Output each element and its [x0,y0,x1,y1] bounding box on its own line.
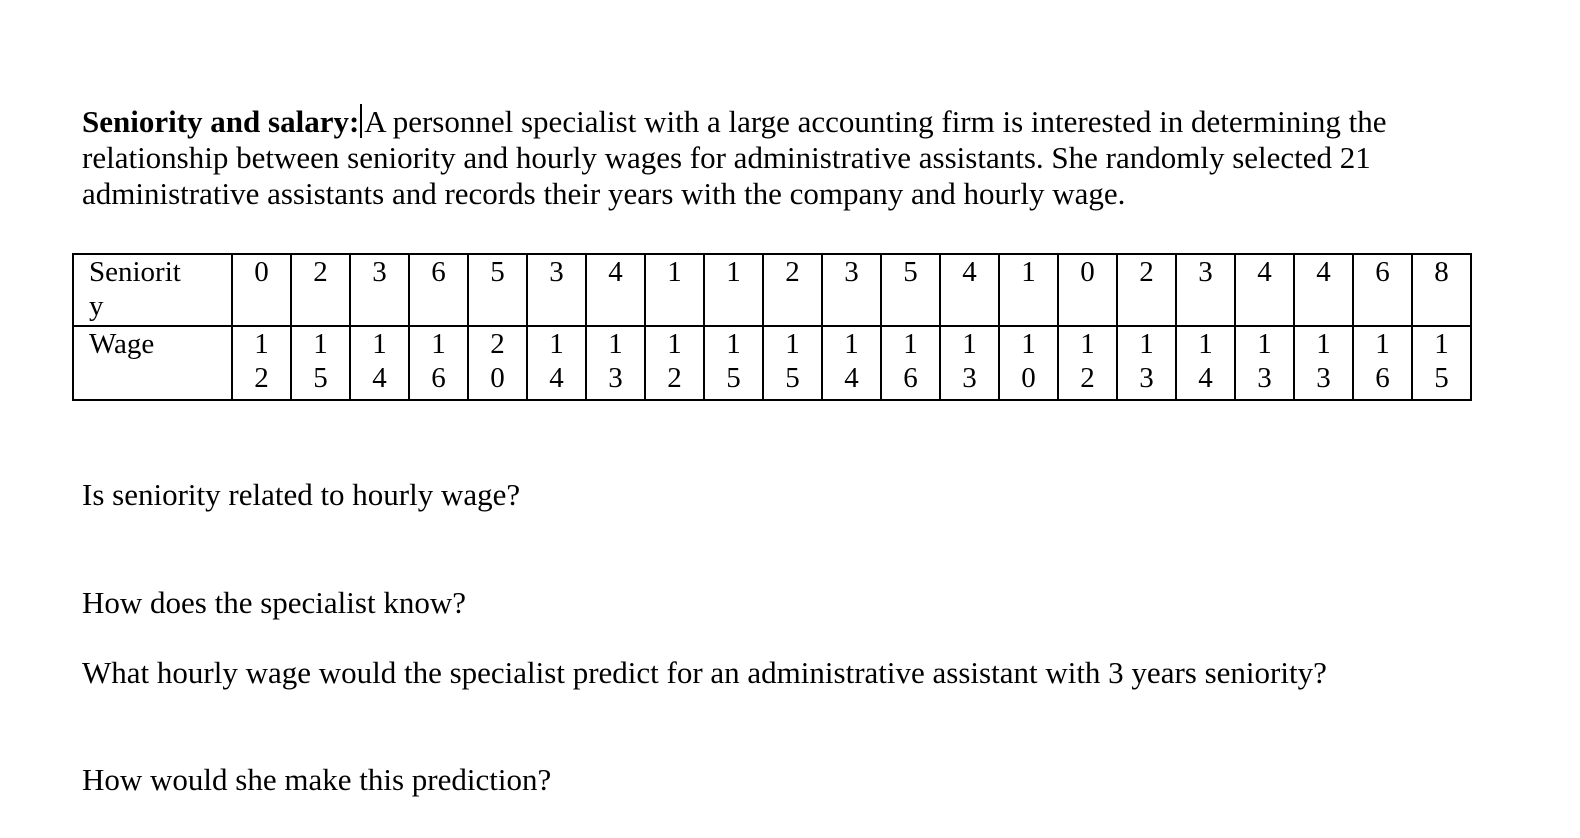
seniority-cell: 3 [527,254,586,326]
seniority-label: Seniority [89,256,181,322]
intro-bold-lead: Seniority and salary: [82,104,360,139]
seniority-wage-table [72,253,1472,401]
wage-cell: 13 [586,326,645,400]
wage-cell: 14 [822,326,881,400]
wage-cell: 12 [1058,326,1117,400]
seniority-cell: 0 [232,254,291,326]
seniority-cell: 5 [468,254,527,326]
seniority-cell: 4 [586,254,645,326]
seniority-cell: 4 [1294,254,1353,326]
wage-cell: 14 [527,326,586,400]
seniority-cell: 4 [1235,254,1294,326]
seniority-cell: 8 [1412,254,1471,326]
intro-text: A personnel specialist with a large accounting firm is interested in determining the relationship between seniority and hourly wages for administrative assistants. She randomly selected 21 administrative assistants and records their years with the company and hourly wage. [82,104,1387,211]
wage-cell: 15 [1412,326,1471,400]
wage-cell: 12 [645,326,704,400]
seniority-cell: 4 [940,254,999,326]
seniority-cell: 6 [1353,254,1412,326]
seniority-cell: 2 [291,254,350,326]
wage-cell: 14 [350,326,409,400]
seniority-cell: 1 [999,254,1058,326]
wage-cell: 15 [291,326,350,400]
seniority-row [73,254,1471,326]
seniority-cell: 1 [645,254,704,326]
wage-cell: 15 [763,326,822,400]
wage-cell: 16 [409,326,468,400]
seniority-cell: 0 [1058,254,1117,326]
wage-cell: 20 [468,326,527,400]
intro-paragraph [82,104,1462,212]
wage-cell: 10 [999,326,1058,400]
wage-cell: 15 [704,326,763,400]
seniority-cell: 3 [1176,254,1235,326]
seniority-cell: 5 [881,254,940,326]
seniority-label-cell [73,254,232,326]
text-cursor [360,104,362,138]
wage-cell: 16 [1353,326,1412,400]
seniority-cell: 2 [1117,254,1176,326]
seniority-cell: 1 [704,254,763,326]
wage-cell: 13 [1235,326,1294,400]
wage-cell: 13 [1117,326,1176,400]
question-1: Is seniority related to hourly wage? [82,477,521,512]
seniority-cell: 3 [350,254,409,326]
wage-cell: 12 [232,326,291,400]
wage-cell: 13 [940,326,999,400]
wage-label: Wage [89,328,155,360]
wage-cell: 16 [881,326,940,400]
seniority-cell: 6 [409,254,468,326]
seniority-cell: 2 [763,254,822,326]
seniority-cell: 3 [822,254,881,326]
question-3: What hourly wage would the specialist predict for an administrative assistant with 3 years seniority? [82,655,1327,690]
wage-cell: 14 [1176,326,1235,400]
question-2: How does the specialist know? [82,585,466,620]
wage-row [73,326,1471,400]
question-4: How would she make this prediction? [82,762,552,797]
wage-cell: 13 [1294,326,1353,400]
wage-label-cell [73,326,232,400]
